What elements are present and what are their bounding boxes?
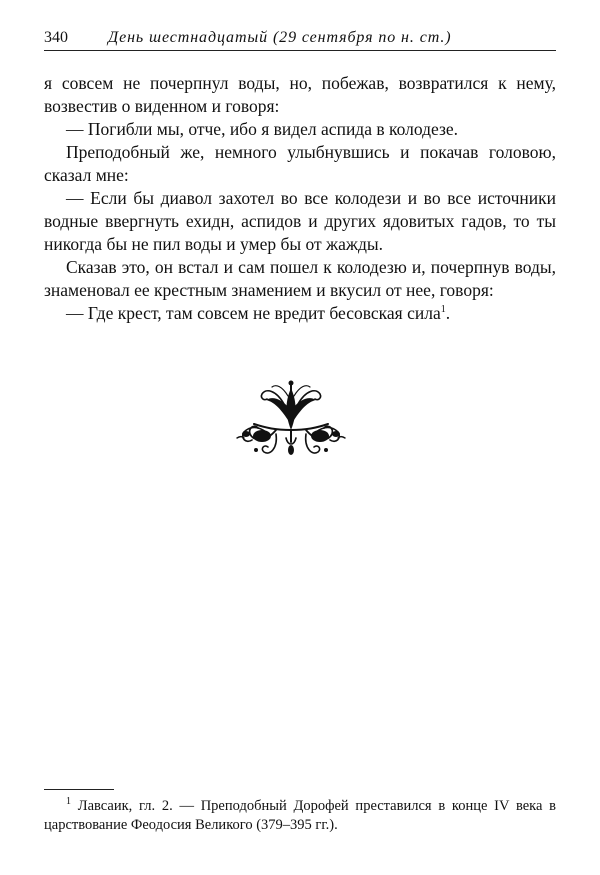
paragraph: — Если бы диавол захотел во все колодези и во все источники водные ввергнуть ехидн, аспидов и других ядовитых гадов, то ты никогда бы не пил воды и умер бы от жажды.: [44, 188, 556, 254]
paragraph: Сказав это, он встал и сам пошел к колодезю и, почерпнув воды, знаменовал ее крестным знамением и вкусил от нее, говоря:: [44, 257, 556, 300]
floral-vignette-icon: [236, 380, 346, 462]
paragraph-text: — Где крест, там совсем не вредит бесовская сила: [66, 303, 441, 323]
footnote: [44, 797, 556, 835]
paragraph: Преподобный же, немного улыбнувшись и покачав головою, сказал мне:: [44, 142, 556, 185]
paragraph: я совсем не почерпнул воды, но, побежав, возвратился к нему, возвестив о виденном и говоря:: [44, 73, 556, 116]
footnote-text: Лавсаик, гл. 2. — Преподобный Дорофей преставился в конце IV века в царствование Феодосия Великого (379–395 гг.).: [44, 798, 557, 833]
main-text: [44, 72, 556, 325]
running-head: День шестнадцатый (29 сентября по н. ст.): [108, 29, 452, 46]
page-header: [44, 28, 556, 51]
footnote-reference: 1: [440, 304, 446, 316]
paragraph: — Погибли мы, отче, ибо я видел аспида в колодезе.: [66, 119, 459, 139]
footnote-marker: 1: [66, 796, 71, 808]
paragraph-last: — Где крест, там совсем не вредит бесовская сила$^1$.: [66, 303, 451, 323]
page-number: 340: [44, 29, 68, 46]
footnote-paragraph: [44, 797, 556, 835]
footnote-divider: [44, 789, 114, 790]
